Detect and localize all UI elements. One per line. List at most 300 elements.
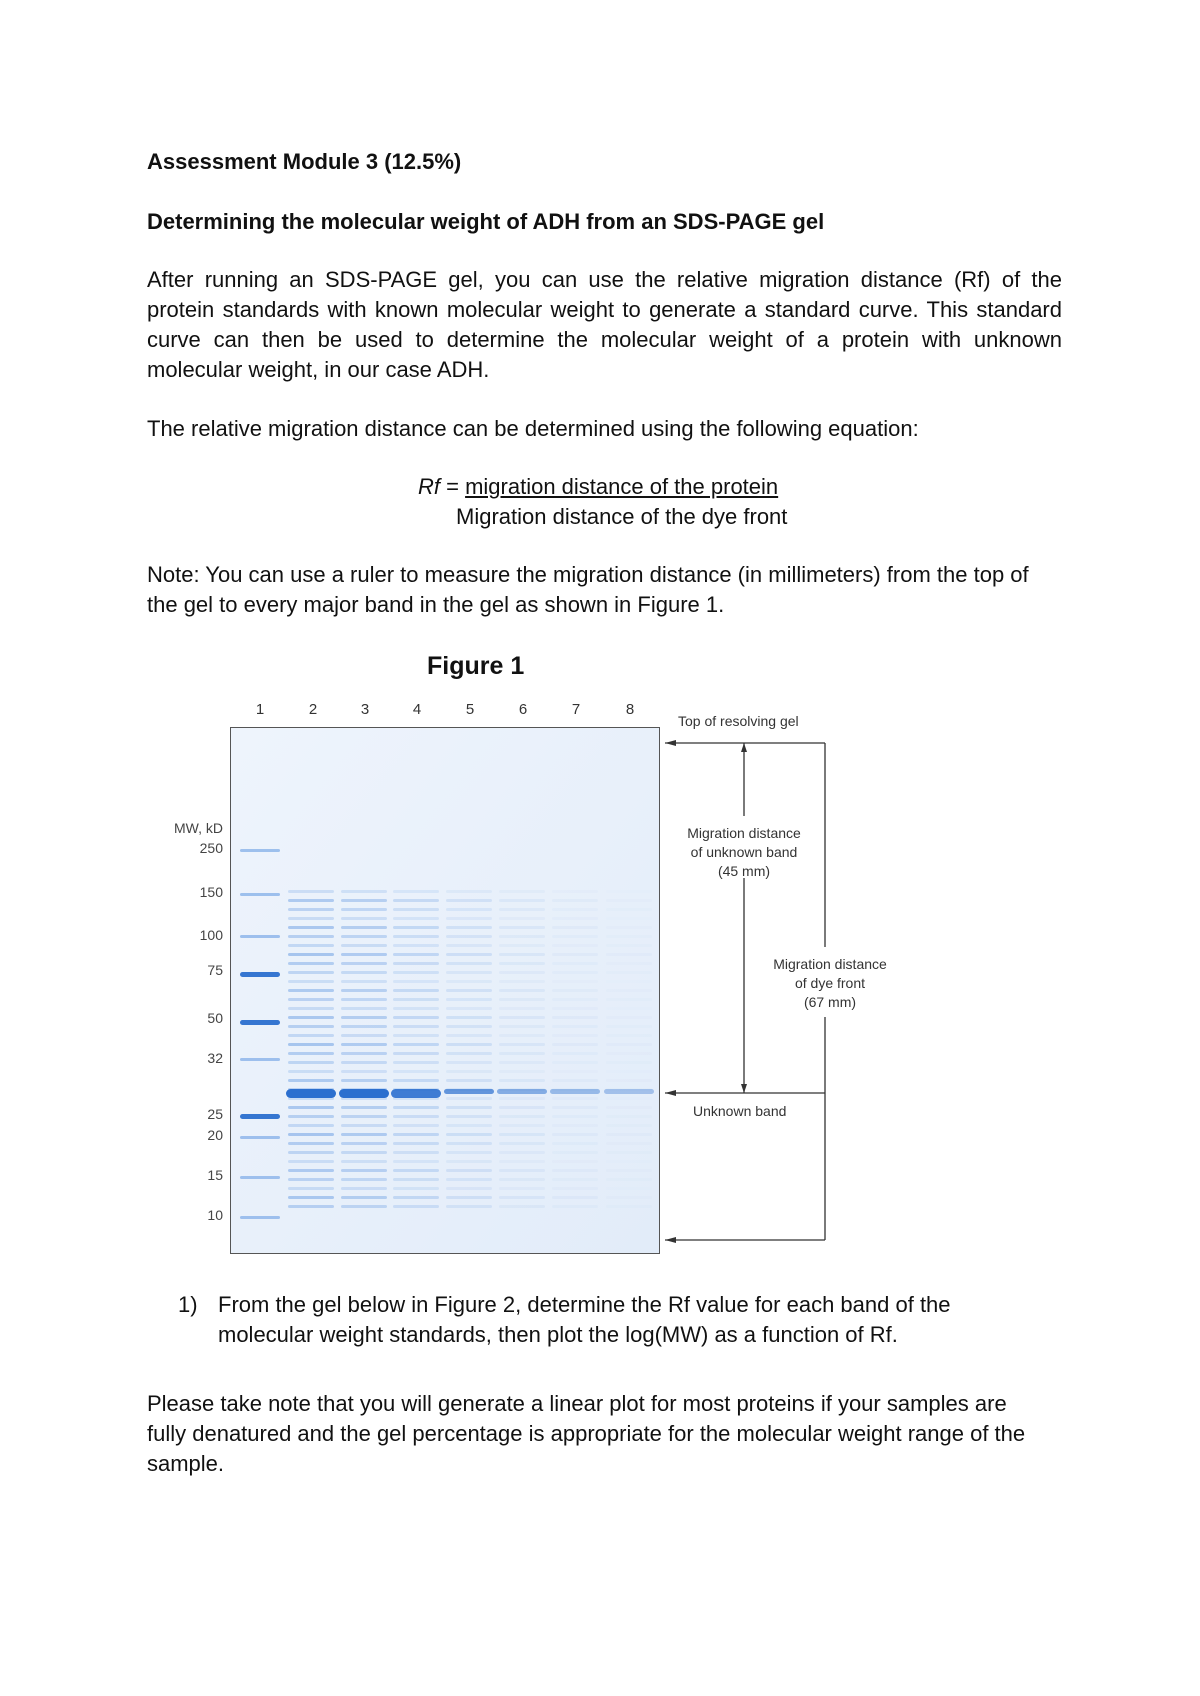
sample-band xyxy=(446,935,492,938)
sample-band xyxy=(341,980,387,983)
sample-band xyxy=(288,1052,334,1055)
sample-band xyxy=(288,1070,334,1073)
sample-band xyxy=(341,944,387,947)
sample-band xyxy=(552,962,598,965)
note-line: the gel to every major band in the gel as shown in Figure 1. xyxy=(147,592,725,617)
sample-band xyxy=(499,962,545,965)
sample-band xyxy=(499,917,545,920)
sample-band xyxy=(499,1061,545,1064)
sample-band xyxy=(552,1025,598,1028)
sample-band xyxy=(393,908,439,911)
sample-band xyxy=(552,1034,598,1037)
sample-band xyxy=(288,926,334,929)
sample-band xyxy=(341,1043,387,1046)
sample-band xyxy=(552,1079,598,1082)
sample-band xyxy=(606,953,652,956)
sample-band xyxy=(393,1187,439,1190)
sample-band xyxy=(606,1178,652,1181)
lane-number: 4 xyxy=(412,701,422,718)
sample-band xyxy=(393,1124,439,1127)
sample-band xyxy=(341,1169,387,1172)
sample-band xyxy=(552,1052,598,1055)
sample-band xyxy=(341,1151,387,1154)
question-number: 1) xyxy=(178,1292,198,1317)
sample-band xyxy=(499,1178,545,1181)
mw-marker-label: 10 xyxy=(207,1207,223,1223)
mw-marker-label: 20 xyxy=(207,1127,223,1143)
sample-band xyxy=(499,989,545,992)
sample-band xyxy=(606,1070,652,1073)
intro-line: After running an SDS-PAGE gel, you can use the relative migration distance (Rf) of the xyxy=(147,267,1062,292)
sample-band xyxy=(288,908,334,911)
sample-band xyxy=(393,1169,439,1172)
sample-band xyxy=(446,1106,492,1109)
sample-band xyxy=(606,1151,652,1154)
sample-band xyxy=(552,953,598,956)
sample-band xyxy=(499,953,545,956)
sample-band xyxy=(288,1196,334,1199)
lane-number: 2 xyxy=(308,701,318,718)
sample-band xyxy=(288,953,334,956)
sample-band xyxy=(552,908,598,911)
sample-band xyxy=(552,1196,598,1199)
sample-band xyxy=(606,926,652,929)
sample-band xyxy=(446,917,492,920)
sample-band xyxy=(499,899,545,902)
sample-band xyxy=(552,998,598,1001)
sample-band xyxy=(606,1196,652,1199)
sample-band xyxy=(288,962,334,965)
lane-number: 3 xyxy=(360,701,370,718)
sample-band xyxy=(446,926,492,929)
sample-band xyxy=(606,917,652,920)
sample-band xyxy=(552,890,598,893)
equation-lhs: Rf xyxy=(418,474,440,499)
sample-band xyxy=(499,1187,545,1190)
sample-band xyxy=(288,1079,334,1082)
mw-marker-label: 32 xyxy=(207,1050,223,1066)
sample-band xyxy=(393,1178,439,1181)
lane-number: 1 xyxy=(255,701,265,718)
unknown-protein-band xyxy=(604,1089,654,1094)
sample-band xyxy=(446,1178,492,1181)
sample-band xyxy=(341,1007,387,1010)
sample-band xyxy=(499,1106,545,1109)
sample-band xyxy=(446,1070,492,1073)
unknown-protein-band xyxy=(391,1089,441,1098)
sample-band xyxy=(341,1070,387,1073)
sample-band xyxy=(606,1169,652,1172)
sample-band xyxy=(341,926,387,929)
lane-number: 5 xyxy=(465,701,475,718)
sample-band xyxy=(393,1151,439,1154)
sample-band xyxy=(341,1124,387,1127)
sample-band xyxy=(606,1034,652,1037)
sample-band xyxy=(499,1043,545,1046)
sample-band xyxy=(499,1079,545,1082)
sample-band xyxy=(341,1160,387,1163)
unknown-protein-band xyxy=(444,1089,494,1094)
dye-front-distance-label: Migration distance of dye front (67 mm) xyxy=(773,956,887,1010)
mw-marker-label: 25 xyxy=(207,1106,223,1122)
equation-denominator: Migration distance of the dye front xyxy=(456,504,788,529)
sample-band xyxy=(446,1169,492,1172)
sample-band xyxy=(499,1196,545,1199)
sample-band xyxy=(446,1097,492,1100)
sample-band xyxy=(552,1070,598,1073)
sample-band xyxy=(606,1124,652,1127)
equation-intro: The relative migration distance can be determined using the following equation: xyxy=(147,416,919,441)
sample-band xyxy=(446,1187,492,1190)
sample-band xyxy=(552,1115,598,1118)
sample-band xyxy=(393,1007,439,1010)
sample-band xyxy=(446,1142,492,1145)
sample-band xyxy=(606,1043,652,1046)
sample-band xyxy=(393,926,439,929)
sample-band xyxy=(288,1043,334,1046)
mw-marker-label: 250 xyxy=(199,840,223,856)
sample-band xyxy=(499,998,545,1001)
sample-band xyxy=(393,1043,439,1046)
sample-band xyxy=(606,1142,652,1145)
sample-band xyxy=(446,1160,492,1163)
sample-band xyxy=(446,980,492,983)
sample-band xyxy=(393,1196,439,1199)
sample-band xyxy=(552,980,598,983)
sample-band xyxy=(341,917,387,920)
sample-band xyxy=(499,1007,545,1010)
closing-line: sample. xyxy=(147,1451,225,1476)
subheading: Determining the molecular weight of ADH from an SDS-PAGE gel xyxy=(147,209,825,234)
sample-band xyxy=(446,1025,492,1028)
sample-band xyxy=(606,1097,652,1100)
sample-band xyxy=(393,1205,439,1208)
sample-band xyxy=(552,899,598,902)
heading: Assessment Module 3 (12.5%) xyxy=(147,149,462,174)
sample-band xyxy=(606,1007,652,1010)
sample-band xyxy=(499,908,545,911)
sample-band xyxy=(499,1160,545,1163)
sample-band xyxy=(393,980,439,983)
lane-number: 6 xyxy=(518,701,528,718)
mw-marker-label: 150 xyxy=(199,884,223,900)
sample-band xyxy=(393,1106,439,1109)
ladder-band xyxy=(240,1020,280,1025)
sample-band xyxy=(606,899,652,902)
unknown-protein-band xyxy=(497,1089,547,1094)
sample-band xyxy=(288,1160,334,1163)
sample-band xyxy=(393,1034,439,1037)
sample-band xyxy=(341,1034,387,1037)
ladder-band xyxy=(240,1216,280,1219)
sample-band xyxy=(341,935,387,938)
sample-band xyxy=(341,890,387,893)
sample-band xyxy=(288,1016,334,1019)
note-line: Note: You can use a ruler to measure the migration distance (in millimeters) from the top of xyxy=(147,562,1029,587)
sample-band xyxy=(552,1124,598,1127)
sample-band xyxy=(288,1169,334,1172)
sample-band xyxy=(552,1061,598,1064)
sample-band xyxy=(499,890,545,893)
sample-band xyxy=(288,1115,334,1118)
equation-numerator: migration distance of the protein xyxy=(465,474,779,499)
sample-band xyxy=(499,1034,545,1037)
sample-band xyxy=(552,1142,598,1145)
sample-band xyxy=(446,908,492,911)
sample-band xyxy=(552,1187,598,1190)
sample-band xyxy=(341,1205,387,1208)
figure-title: Figure 1 xyxy=(427,652,525,680)
sample-band xyxy=(606,944,652,947)
mw-header: MW, kD xyxy=(174,820,223,836)
sample-band xyxy=(288,944,334,947)
lane-number: 7 xyxy=(571,701,581,718)
sample-band xyxy=(499,926,545,929)
sample-band xyxy=(552,1007,598,1010)
sample-band xyxy=(288,935,334,938)
sample-band xyxy=(446,890,492,893)
sample-band xyxy=(288,1205,334,1208)
sample-band xyxy=(341,1196,387,1199)
sample-band xyxy=(393,998,439,1001)
sample-band xyxy=(341,998,387,1001)
sample-band xyxy=(341,1052,387,1055)
sample-band xyxy=(446,1124,492,1127)
sample-band xyxy=(288,1124,334,1127)
unknown-band-distance-label: Migration distance of unknown band (45 mm) xyxy=(687,825,801,879)
mw-marker-label: 50 xyxy=(207,1010,223,1026)
sample-band xyxy=(552,989,598,992)
sample-band xyxy=(393,1115,439,1118)
mw-marker-label: 15 xyxy=(207,1167,223,1183)
sample-band xyxy=(606,1016,652,1019)
sample-band xyxy=(393,1079,439,1082)
sample-band xyxy=(341,1133,387,1136)
sample-band xyxy=(288,1061,334,1064)
sample-band xyxy=(341,953,387,956)
sample-band xyxy=(552,1043,598,1046)
intro-line: curve can then be used to determine the molecular weight of a protein with unknown xyxy=(147,327,1062,352)
sample-band xyxy=(446,989,492,992)
sample-band xyxy=(288,1178,334,1181)
top-of-gel-label: Top of resolving gel xyxy=(678,713,799,729)
sample-band xyxy=(606,908,652,911)
sample-band xyxy=(446,1079,492,1082)
sample-band xyxy=(393,1052,439,1055)
sample-band xyxy=(341,1187,387,1190)
sample-band xyxy=(606,962,652,965)
sample-band xyxy=(499,935,545,938)
sample-band xyxy=(499,971,545,974)
sample-band xyxy=(606,1079,652,1082)
sample-band xyxy=(552,1169,598,1172)
lane-number: 8 xyxy=(625,701,635,718)
sample-band xyxy=(446,1205,492,1208)
sample-band xyxy=(606,1025,652,1028)
closing-line: fully denatured and the gel percentage is appropriate for the molecular weight range of the xyxy=(147,1421,1026,1446)
mw-marker-label: 100 xyxy=(199,927,223,943)
sample-band xyxy=(499,1205,545,1208)
sample-band xyxy=(288,1133,334,1136)
sample-band xyxy=(341,1079,387,1082)
sample-band xyxy=(552,944,598,947)
mw-marker-label: 75 xyxy=(207,962,223,978)
sample-band xyxy=(288,899,334,902)
ladder-band xyxy=(240,935,280,938)
sample-band xyxy=(499,1025,545,1028)
sample-band xyxy=(446,1052,492,1055)
sample-band xyxy=(446,1007,492,1010)
sample-band xyxy=(552,1160,598,1163)
sample-band xyxy=(446,1043,492,1046)
ladder-band xyxy=(240,849,280,852)
sample-band xyxy=(341,1061,387,1064)
intro-line: protein standards with known molecular weight to generate a standard curve. This standard xyxy=(147,297,1062,322)
sample-band xyxy=(552,1097,598,1100)
sample-band xyxy=(288,1151,334,1154)
sample-band xyxy=(446,1115,492,1118)
sample-band xyxy=(606,998,652,1001)
sample-band xyxy=(499,1115,545,1118)
unknown-protein-band xyxy=(550,1089,600,1094)
sample-band xyxy=(499,1151,545,1154)
sample-band xyxy=(393,899,439,902)
sample-band xyxy=(393,989,439,992)
sample-band xyxy=(499,1142,545,1145)
sample-band xyxy=(446,962,492,965)
sample-band xyxy=(393,1160,439,1163)
ladder-band xyxy=(240,972,280,977)
sample-band xyxy=(552,926,598,929)
sample-band xyxy=(288,1106,334,1109)
sample-band xyxy=(393,1133,439,1136)
sample-band xyxy=(288,917,334,920)
sample-band xyxy=(446,1061,492,1064)
sample-band xyxy=(393,890,439,893)
intro-line: molecular weight, in our case ADH. xyxy=(147,357,490,382)
ladder-band xyxy=(240,1136,280,1139)
ladder-band xyxy=(240,1058,280,1061)
sample-band xyxy=(341,1106,387,1109)
unknown-protein-band xyxy=(286,1089,336,1098)
sample-band xyxy=(393,1025,439,1028)
sample-band xyxy=(606,1160,652,1163)
sample-band xyxy=(288,1142,334,1145)
sample-band xyxy=(393,917,439,920)
sample-band xyxy=(288,1025,334,1028)
ladder-band xyxy=(240,1114,280,1119)
sample-band xyxy=(606,1205,652,1208)
sample-band xyxy=(393,935,439,938)
sample-band xyxy=(606,989,652,992)
sample-band xyxy=(552,917,598,920)
sample-band xyxy=(393,1142,439,1145)
sample-band xyxy=(393,971,439,974)
sample-band xyxy=(606,971,652,974)
sample-band xyxy=(499,1097,545,1100)
sample-band xyxy=(341,971,387,974)
sample-band xyxy=(393,962,439,965)
sample-band xyxy=(552,1178,598,1181)
sample-band xyxy=(341,908,387,911)
sample-band xyxy=(499,1016,545,1019)
sample-band xyxy=(446,1016,492,1019)
sample-band xyxy=(393,944,439,947)
sample-band xyxy=(446,953,492,956)
ladder-band xyxy=(240,1176,280,1179)
sample-band xyxy=(288,980,334,983)
sample-band xyxy=(606,1133,652,1136)
sample-band xyxy=(446,1196,492,1199)
sample-band xyxy=(499,1133,545,1136)
sample-band xyxy=(341,1016,387,1019)
sample-band xyxy=(552,935,598,938)
sample-band xyxy=(446,944,492,947)
sample-band xyxy=(446,899,492,902)
sample-band xyxy=(606,980,652,983)
sample-band xyxy=(499,944,545,947)
sample-band xyxy=(341,1025,387,1028)
sample-band xyxy=(393,953,439,956)
bracket-arrows xyxy=(665,740,747,1243)
sample-band xyxy=(606,935,652,938)
sample-band xyxy=(552,1151,598,1154)
sample-band xyxy=(288,1034,334,1037)
sample-band xyxy=(499,1052,545,1055)
sample-band xyxy=(446,1151,492,1154)
question-line: molecular weight standards, then plot the log(MW) as a function of Rf. xyxy=(218,1322,898,1347)
unknown-band-label: Unknown band xyxy=(693,1103,787,1119)
sample-band xyxy=(446,1034,492,1037)
sample-band xyxy=(341,1142,387,1145)
ladder-band xyxy=(240,893,280,896)
sample-band xyxy=(393,1061,439,1064)
sample-band xyxy=(606,890,652,893)
sample-band xyxy=(606,1106,652,1109)
sample-band xyxy=(446,971,492,974)
sample-band xyxy=(341,1178,387,1181)
sample-band xyxy=(606,1115,652,1118)
sample-band xyxy=(393,1070,439,1073)
sample-band xyxy=(288,890,334,893)
sample-band xyxy=(341,989,387,992)
sample-band xyxy=(288,1187,334,1190)
closing-line: Please take note that you will generate a linear plot for most proteins if your samples are xyxy=(147,1391,1007,1416)
sample-band xyxy=(606,1052,652,1055)
sample-band xyxy=(288,998,334,1001)
sample-band xyxy=(552,1205,598,1208)
sample-band xyxy=(552,1016,598,1019)
sample-band xyxy=(552,1133,598,1136)
sample-band xyxy=(288,989,334,992)
sample-band xyxy=(552,971,598,974)
sample-band xyxy=(446,1133,492,1136)
sample-band xyxy=(552,1106,598,1109)
sample-band xyxy=(499,1169,545,1172)
sample-band xyxy=(446,998,492,1001)
sample-band xyxy=(341,1115,387,1118)
unknown-protein-band xyxy=(339,1089,389,1098)
sample-band xyxy=(499,980,545,983)
sample-band xyxy=(341,962,387,965)
question-line: From the gel below in Figure 2, determine the Rf value for each band of the xyxy=(218,1292,951,1317)
sample-band xyxy=(288,971,334,974)
sample-band xyxy=(499,1070,545,1073)
equation-equals: = xyxy=(440,474,466,499)
sample-band xyxy=(606,1061,652,1064)
sample-band xyxy=(499,1124,545,1127)
sample-band xyxy=(606,1187,652,1190)
